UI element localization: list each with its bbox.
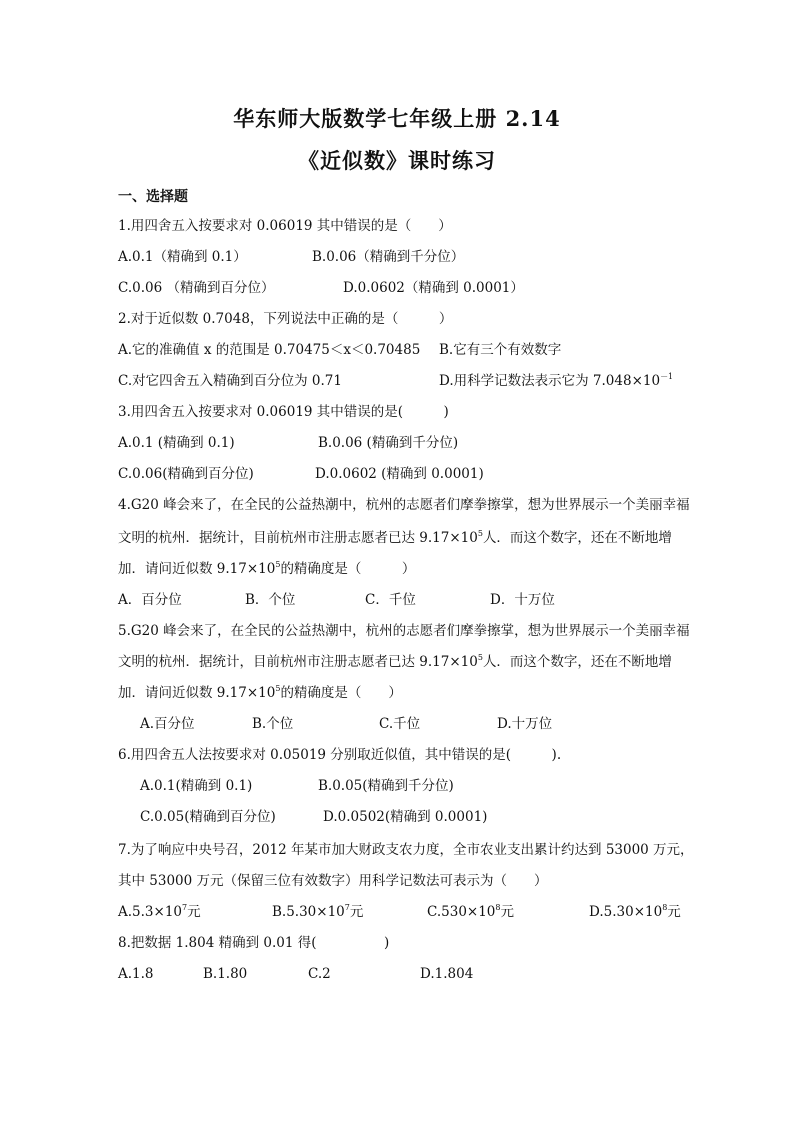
question-4-line-3: 加．请问近似数 $9.17\times 10^5$的精确度是（ ）: [118, 560, 416, 577]
question-8-option-b: B.1.80: [203, 966, 248, 982]
question-1-option-a: A.0.1（精确到 0.1）: [118, 249, 247, 265]
question-1-option-b: B.0.06（精确到千分位）: [312, 249, 465, 265]
question-6-option-d: D.0.0502(精确到 0.0001): [323, 809, 488, 825]
question-1-option-c: C.0.06 （精确到百分位）: [118, 280, 275, 296]
question-5-option-b: B.个位: [252, 716, 294, 732]
document-title-line1: 华东师大版数学七年级上册 2.14: [233, 106, 561, 131]
question-4-line-2: 文明的杭州．据统计，目前杭州市注册志愿者已达 $9.17\times 10^5$人．而这个数字，还在不断地增: [118, 529, 672, 546]
question-6-option-c: C.0.05(精确到百分位): [140, 809, 276, 825]
document-title-line2: 《近似数》课时练习: [298, 148, 496, 173]
question-6-option-a: A.0.1(精确到 0.1): [140, 778, 253, 794]
question-5-line-2: 文明的杭州．据统计，目前杭州市注册志愿者已达 $9.17\times 10^5$人．而这个数字，还在不断地增: [118, 653, 672, 670]
question-4-option-b: B．个位: [245, 592, 296, 608]
question-7-line-2: 其中 53000 万元（保留三位有效数字）用科学记数法可表示为（ ）: [118, 873, 548, 889]
question-2-option-d: D.用科学记数法表示它为 $7.048\times 10^{-1}$: [439, 372, 674, 389]
question-6-stem: 6.用四舍五人法按要求对 0.05019 分别取近似值，其中错误的是( ).: [118, 747, 562, 763]
question-3-stem: 3.用四舍五入按要求对 0.06019 其中错误的是( ): [118, 404, 449, 420]
question-1-stem: 1.用四舍五入按要求对 0.06019 其中错误的是（ ）: [118, 218, 452, 234]
question-7-line-1: 7.为了响应中央号召，2012 年某市加大财政支农力度，全市农业支出累计约达到 53000 万元，: [118, 842, 694, 858]
question-4-line-1: 4.G20 峰会来了，在全民的公益热潮中，杭州的志愿者们摩拳擦掌，想为世界展示一个美丽幸福: [118, 497, 690, 513]
question-3-option-c: C.0.06(精确到百分位): [118, 466, 254, 482]
question-5-option-c: C.千位: [379, 716, 421, 732]
question-6-option-b: B.0.05(精确到千分位): [318, 778, 454, 794]
question-7-option-a: $A.5.3\times 10^7$元: [118, 903, 201, 920]
question-3-option-a: A.0.1 (精确到 0.1): [118, 435, 235, 451]
question-7-option-b: $B.5.30\times 10^7$元: [272, 903, 364, 920]
question-3-option-d: D.0.0602 (精确到 0.0001): [315, 466, 484, 482]
question-2-option-c: C.对它四舍五入精确到百分位为 0.71: [118, 373, 342, 389]
question-5-line-1: 5.G20 峰会来了，在全民的公益热潮中，杭州的志愿者们摩拳擦掌，想为世界展示一个美丽幸福: [118, 623, 690, 639]
question-5-option-a: A.百分位: [140, 716, 195, 732]
question-2-stem: 2.对于近似数 0.7048，下列说法中正确的是（ ）: [118, 311, 453, 327]
question-8-option-c: C.2: [308, 966, 331, 982]
question-8-option-d: D.1.804: [420, 966, 474, 982]
question-4-option-a: A．百分位: [118, 592, 182, 608]
question-7-option-d: $D.5.30\times 10^8$元: [589, 903, 681, 920]
question-2-option-a: A.它的准确值 x 的范围是 0.70475＜x＜0.70485: [118, 342, 421, 358]
question-8-option-a: A.1.8: [118, 966, 154, 982]
question-3-option-b: B.0.06 (精确到千分位): [318, 435, 459, 451]
question-4-option-d: D．十万位: [490, 592, 555, 608]
question-5-option-d: D.十万位: [497, 716, 553, 732]
section-heading: 一、选择题: [118, 189, 188, 205]
question-1-option-d: D.0.0602（精确到 0.0001）: [343, 280, 524, 296]
question-2-option-b: B.它有三个有效数字: [439, 342, 562, 358]
question-5-line-3: 加．请问近似数 $9.17\times 10^5$的精确度是（ ）: [118, 684, 402, 701]
question-8-stem: 8.把数据 1.804 精确到 0.01 得( ): [118, 935, 390, 951]
question-4-option-c: C．千位: [365, 592, 416, 608]
question-7-option-c: $C.530\times 10^8$元: [427, 903, 514, 920]
